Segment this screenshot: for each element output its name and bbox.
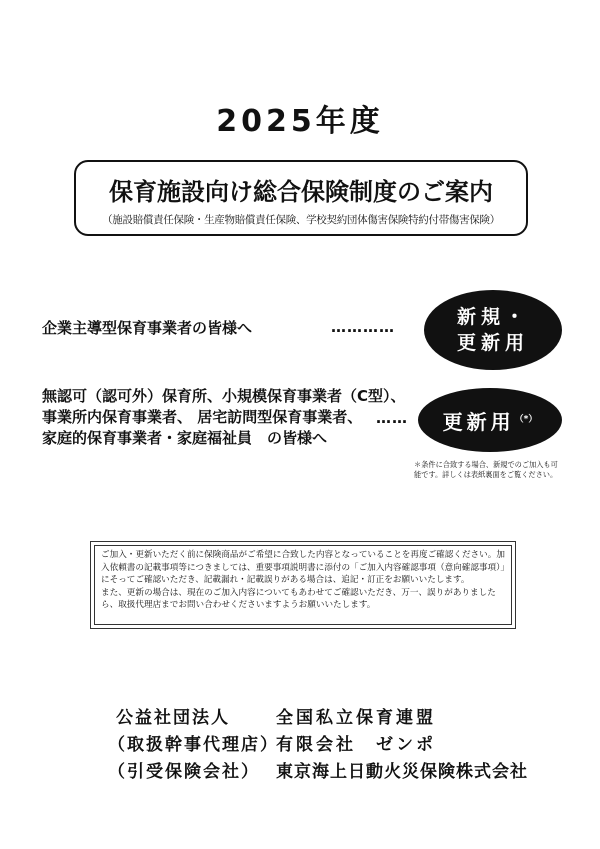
agency-name: 有限会社 ゼンポ bbox=[276, 735, 436, 755]
year-heading: 2025年度 bbox=[216, 104, 384, 139]
badge-line-2: 更新用 bbox=[456, 332, 529, 354]
renewal-badge-footnote-mark: （*） bbox=[514, 413, 538, 424]
organization-row-3 bbox=[108, 757, 528, 782]
badge-line-1: 新規・ bbox=[456, 306, 529, 328]
notice-box bbox=[90, 541, 516, 629]
new-renewal-badge bbox=[424, 290, 562, 370]
notice-paragraph-1: ご加入・更新いただく前に保険商品がご希望に合致した内容となっていることを再度ご確認ください。加入依頼書の記載事項等につきましては、重要事項説明書に添付の「ご加入内容確認事項（意向確認事項）」にそってご確認いただき、記載漏れ・記載誤りがある場合は、追記・訂正をお願いいたします。 bbox=[101, 550, 505, 586]
renewal-badge bbox=[418, 388, 562, 452]
target-audience-1-line: 企業主導型保育事業者の皆様へ bbox=[42, 319, 253, 337]
document-subtitle: （施設賠償責任保険・生産物賠償責任保険、学校契約団体傷害保険特約付帯傷害保険） bbox=[102, 214, 500, 226]
target-audience-2 bbox=[42, 386, 406, 449]
target-audience-1 bbox=[42, 318, 252, 339]
agency-label: （取扱幹事代理店） bbox=[108, 735, 279, 755]
target-audience-2-line-2: 事業所内保育事業者、 居宅訪問型保育事業者、 bbox=[42, 408, 363, 426]
insurer-label: （引受保険会社） bbox=[108, 762, 260, 782]
organization-row-1 bbox=[116, 703, 436, 728]
insurer-name: 東京海上日動火災保険株式会社 bbox=[276, 762, 528, 782]
leader-dots-1: ………… bbox=[331, 318, 395, 336]
title-box bbox=[74, 160, 528, 236]
document-title: 保育施設向け総合保険制度のご案内 bbox=[109, 178, 493, 206]
badge-footnote: ＊条件に合致する場合、新規でのご加入も可能です。詳しくは表紙裏面をご覧ください。 bbox=[414, 460, 558, 479]
renewal-badge-label: 更新用 bbox=[442, 409, 515, 434]
notice-box-inner bbox=[94, 545, 512, 625]
leader-dots-2: …… bbox=[376, 409, 408, 427]
target-audience-2-line-3: 家庭的保育事業者・家庭福祉員 の皆様へ bbox=[42, 429, 328, 447]
target-audience-2-line-1: 無認可（認可外）保育所、小規模保育事業者（C型）、 bbox=[42, 387, 406, 405]
organization-label: 公益社団法人 bbox=[116, 708, 230, 728]
organization-row-2 bbox=[108, 730, 436, 755]
organization-name: 全国私立保育連盟 bbox=[276, 708, 436, 728]
notice-paragraph-2: また、更新の場合は、現在のご加入内容についてもあわせてご確認いただき、万一、誤りがありましたら、取扱代理店までお問い合わせくださいますようお願いいたします。 bbox=[101, 587, 496, 611]
